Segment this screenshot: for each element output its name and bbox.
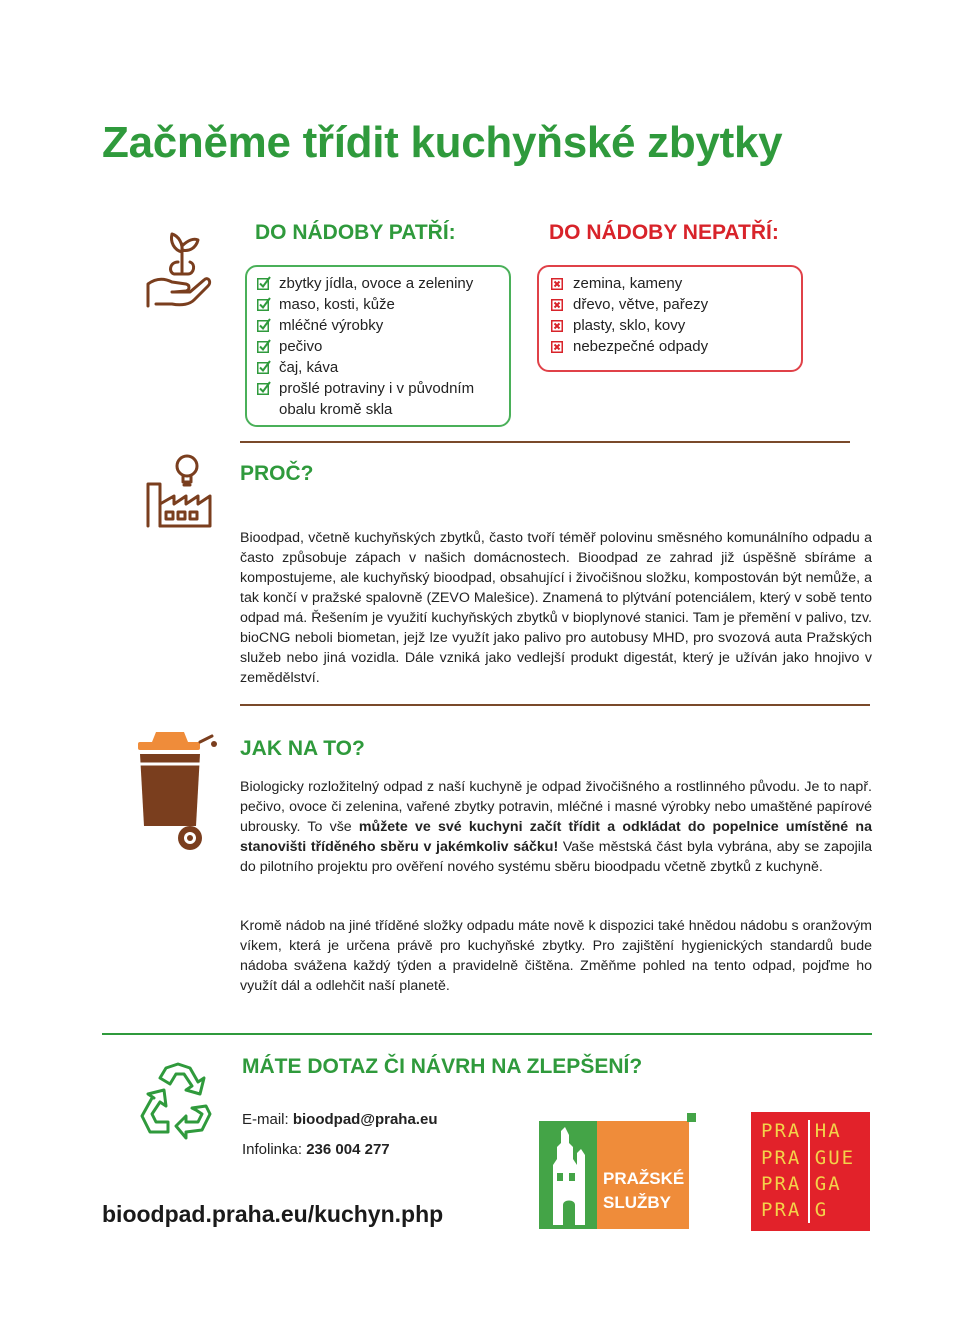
checkbox-checked-icon — [257, 297, 271, 311]
list-item: mléčné výrobky — [257, 315, 509, 336]
praha-logo — [751, 1112, 870, 1231]
how-emphasis: můžete ve své kuchyni začít třídit a odkládat do popelnice umístěné na stanovišti tříděného sběru v jakémkoliv sáčku! — [240, 819, 872, 855]
praha-logo-row-1: PRA HA — [761, 1120, 842, 1142]
section-divider — [240, 441, 850, 443]
checkbox-cross-icon — [551, 318, 565, 332]
email-line: E-mail: bioodpad@praha.eu — [242, 1111, 438, 1128]
checkbox-checked-icon — [257, 318, 271, 332]
contact-heading: MÁTE DOTAZ ČI NÁVRH NA ZLEPŠENÍ? — [242, 1055, 643, 1078]
list-item: dřevo, větve, pařezy — [551, 294, 801, 315]
factory-bulb-icon — [145, 452, 213, 528]
bin-icon — [134, 728, 218, 852]
belongs-heading: DO NÁDOBY PATŘÍ: — [255, 221, 456, 244]
how-paragraph-2: Kromě nádob na jiné tříděné složky odpadu máte nově k dispozici také hnědou nádobu s oranžovým víkem, která je určena právě pro kuchyňské zbytky. Pro zajištění hygienických standardů bude nádoba svážena každý týden a pravidelně čištěna. Změňme pohled na tento odpad, pojďme ho využít dál a odlehčit naší planetě. — [240, 918, 872, 994]
phone-line: Infolinka: 236 004 277 — [242, 1141, 390, 1158]
list-item: čaj, káva — [257, 357, 509, 378]
praha-logo-row-3: PRA GA — [761, 1173, 842, 1195]
checkbox-cross-icon — [551, 276, 565, 290]
list-item: zemina, kameny — [551, 273, 801, 294]
recycle-icon — [138, 1060, 220, 1140]
praha-logo-row-2: PRA GUE — [761, 1147, 856, 1169]
email-link[interactable]: bioodpad@praha.eu — [292, 1111, 438, 1128]
list-item: plasty, sklo, kovy — [551, 315, 801, 336]
not-belongs-heading: DO NÁDOBY NEPATŘÍ: — [549, 221, 779, 244]
checkbox-checked-icon — [257, 276, 271, 290]
list-item: zbytky jídla, ovoce a zeleniny — [257, 273, 509, 294]
list-item: nebezpečné odpady — [551, 336, 801, 357]
hand-plant-icon — [142, 222, 212, 310]
not-belongs-list — [551, 273, 801, 357]
checkbox-cross-icon — [551, 339, 565, 353]
prazske-sluzby-logo — [539, 1113, 697, 1231]
phone-number: 236 004 277 — [306, 1141, 390, 1158]
section-divider — [240, 704, 870, 706]
belongs-list — [257, 273, 509, 420]
not-belongs-list-box — [537, 265, 803, 372]
why-paragraph: Bioodpad, včetně kuchyňských zbytků, často tvoří téměř polovinu směsného komunálního odpadu a často způsobuje zápach v našich domácnostech. Bioodpad ze zahrad již úspěšně sbíráme a kompostujeme, ale kuchyňský bioodpad, obsahující i živočišnou složku, kompostován být nemůže, a tak končí v pražské spalovně (ZEVO Malešice). Znamená to plýtvání potenciálem, který v sobě tento odpad má. Řešením je využití kuchyňských zbytků v bioplynové stanici. Tam je přemění v palivo, tzv. bioCNG neboli biometan, jejž lze využít jako palivo pro autobusy MHD, pro svozová auta Pražských služeb nebo jiná vozidla. Dále vzniká jako vedlejší produkt digestát, který je užíván jako hnojivo v zemědělství. — [240, 530, 872, 686]
checkbox-cross-icon — [551, 297, 565, 311]
praha-logo-row-4: PRA G — [761, 1199, 829, 1221]
checkbox-checked-icon — [257, 339, 271, 353]
page-title: Začněme třídit kuchyňské zbytky — [102, 118, 783, 167]
prazske-sluzby-line-1: PRAŽSKÉ — [603, 1169, 685, 1188]
list-item: maso, kosti, kůže — [257, 294, 509, 315]
why-heading: PROČ? — [240, 462, 314, 485]
belongs-list-box — [245, 265, 511, 427]
how-heading: JAK NA TO? — [240, 737, 365, 760]
website-url[interactable]: bioodpad.praha.eu/kuchyn.php — [102, 1201, 444, 1227]
prazske-sluzby-line-2: SLUŽBY — [603, 1193, 671, 1212]
list-item: pečivo — [257, 336, 509, 357]
checkbox-checked-icon — [257, 381, 271, 395]
checkbox-checked-icon — [257, 360, 271, 374]
section-divider — [102, 1033, 872, 1035]
how-paragraph-1: Biologicky rozložitelný odpad z naší kuchyně je odpad živočišného a rostlinného původu. Je to např. pečivo, ovoce či zelenina, vařené zbytky potravin, mléčné i masné výrobky nebo umaštěné papírové ubrousky. To vše můžete ve své kuchyni začít třídit a odkládat do popelnice umístěné na stanovišti tříděného sběru v jakémkoliv sáčku! Vaše městská část byla vybrána, aby se zapojila do pilotního projektu pro ověření nového systému sběru bioodpadu včetně zbytků z kuchyně. — [240, 779, 872, 875]
list-item: prošlé potraviny i v původním obalu kromě skla — [257, 378, 509, 420]
